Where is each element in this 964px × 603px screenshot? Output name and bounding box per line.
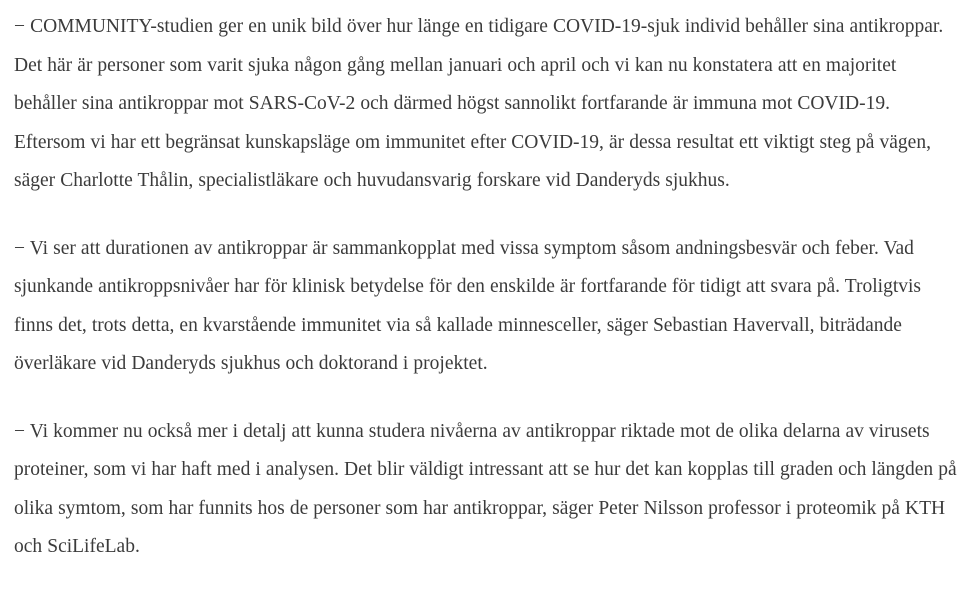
quote-paragraph-thalin: − COMMUNITY-studien ger en unik bild över hur länge en tidigare COVID-19-sjuk individ behåller sina antikroppar. Det här är personer som varit sjuka någon gång mellan januari och april och vi kan nu konstatera att en majoritet behåller sina antikroppar mot SARS-CoV-2 och därmed högst sannolikt fortfarande är immuna mot COVID-19. Eftersom vi har ett begränsat kunskapsläge om immunitet efter COVID-19, är dessa resultat ett viktigt steg på vägen, säger Charlotte Thålin, specialistläkare och huvudansvarig forskare vid Danderyds sjukhus. — [14, 16, 944, 192]
quote-paragraph-havervall: − Vi ser att durationen av antikroppar är sammankopplat med vissa symptom såsom andningsbesvär och feber. Vad sjunkande antikroppsnivåer har för klinisk betydelse för den enskilde är fortfarande för tidigt att svara på. Troligtvis finns det, trots detta, en kvarstående immunitet via så kallade minnesceller, säger Sebastian Havervall, biträdande överläkare vid Danderyds sjukhus och doktorand i projektet. — [14, 237, 922, 375]
article-body — [14, 8, 962, 567]
quote-paragraph-nilsson: − Vi kommer nu också mer i detalj att kunna studera nivåerna av antikroppar riktade mot de olika delarna av virusets proteiner, som vi har haft med i analysen. Det blir väldigt intressant att se hur det kan kopplas till graden och längden på olika symtom, som har funnits hos de personer som har antikroppar, säger Peter Nilsson professor i proteomik på KTH och SciLifeLab. — [14, 420, 957, 558]
